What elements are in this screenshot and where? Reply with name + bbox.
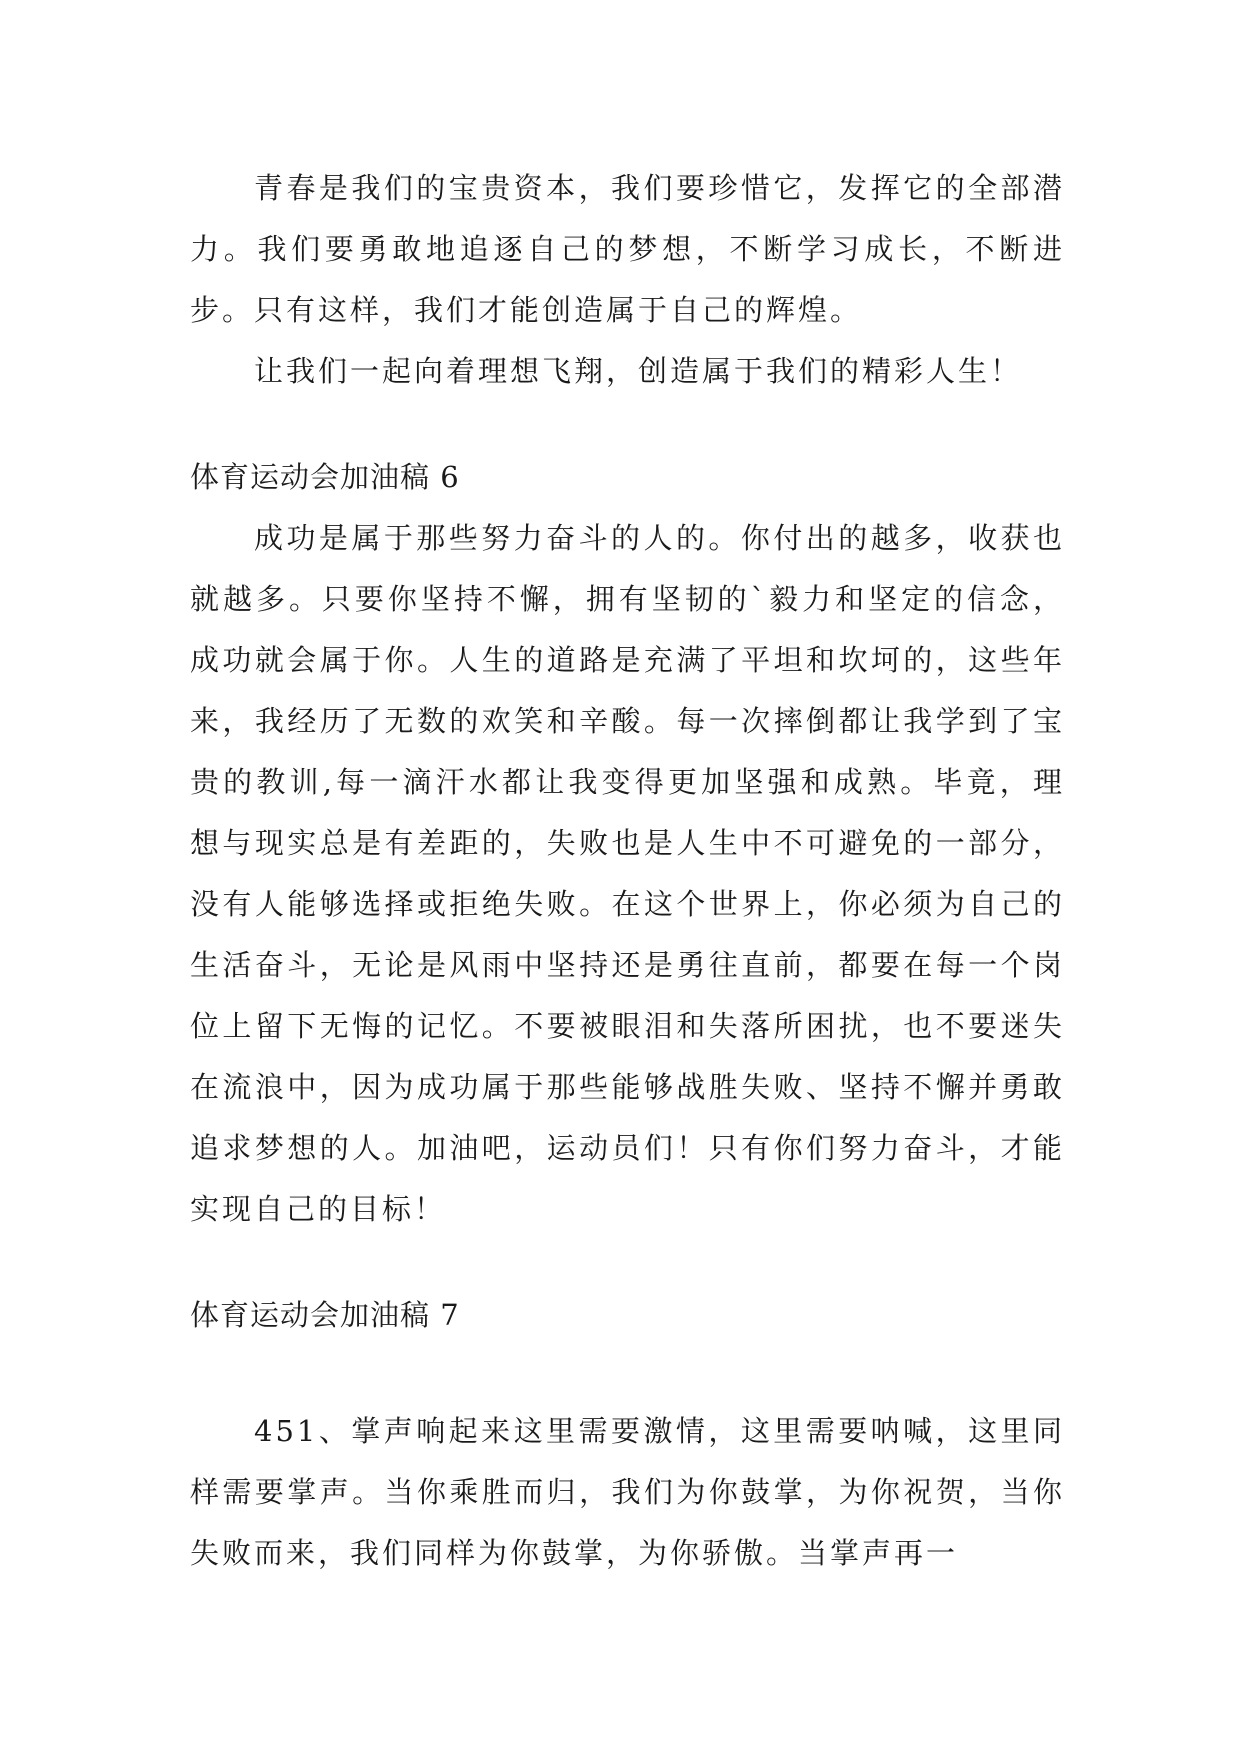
paragraph-youth: 青春是我们的宝贵资本，我们要珍惜它，发挥它的全部潜力。我们要勇敢地追逐自己的梦想，不断学习成长，不断进步。只有这样，我们才能创造属于自己的辉煌。 (190, 171, 1065, 327)
paragraph-applause: 451、掌声响起来这里需要激情，这里需要呐喊，这里同样需要掌声。当你乘胜而归，我们为你鼓掌，为你祝贺，当你失败而来，我们同样为你鼓掌，为你骄傲。当掌声再一 (190, 1414, 1065, 1570)
section-heading-6: 体育运动会加油稿 6 (190, 460, 460, 494)
paragraph-success: 成功是属于那些努力奋斗的人的。你付出的越多，收获也就越多。只要你坚持不懈，拥有坚韧的`毅力和坚定的信念，成功就会属于你。人生的道路是充满了平坦和坎坷的，这些年来，我经历了无数的欢笑和辛酸。每一次摔倒都让我学到了宝贵的教训,每一滴汗水都让我变得更加坚强和成熟。毕竟，理想与现实总是有差距的，失败也是人生中不可避免的一部分，没有人能够选择或拒绝失败。在这个世界上，你必须为自己的生活奋斗，无论是风雨中坚持还是勇往直前，都要在每一个岗位上留下无悔的记忆。不要被眼泪和失落所困扰，也不要迷失在流浪中，因为成功属于那些能够战胜失败、坚持不懈并勇敢追求梦想的人。加油吧，运动员们！只有你们努力奋斗，才能实现自己的目标！ (190, 521, 1065, 1226)
paragraph-ideal: 让我们一起向着理想飞翔，创造属于我们的精彩人生！ (254, 354, 1023, 388)
section-heading-7: 体育运动会加油稿 7 (190, 1298, 460, 1332)
document-page (190, 158, 1065, 1584)
